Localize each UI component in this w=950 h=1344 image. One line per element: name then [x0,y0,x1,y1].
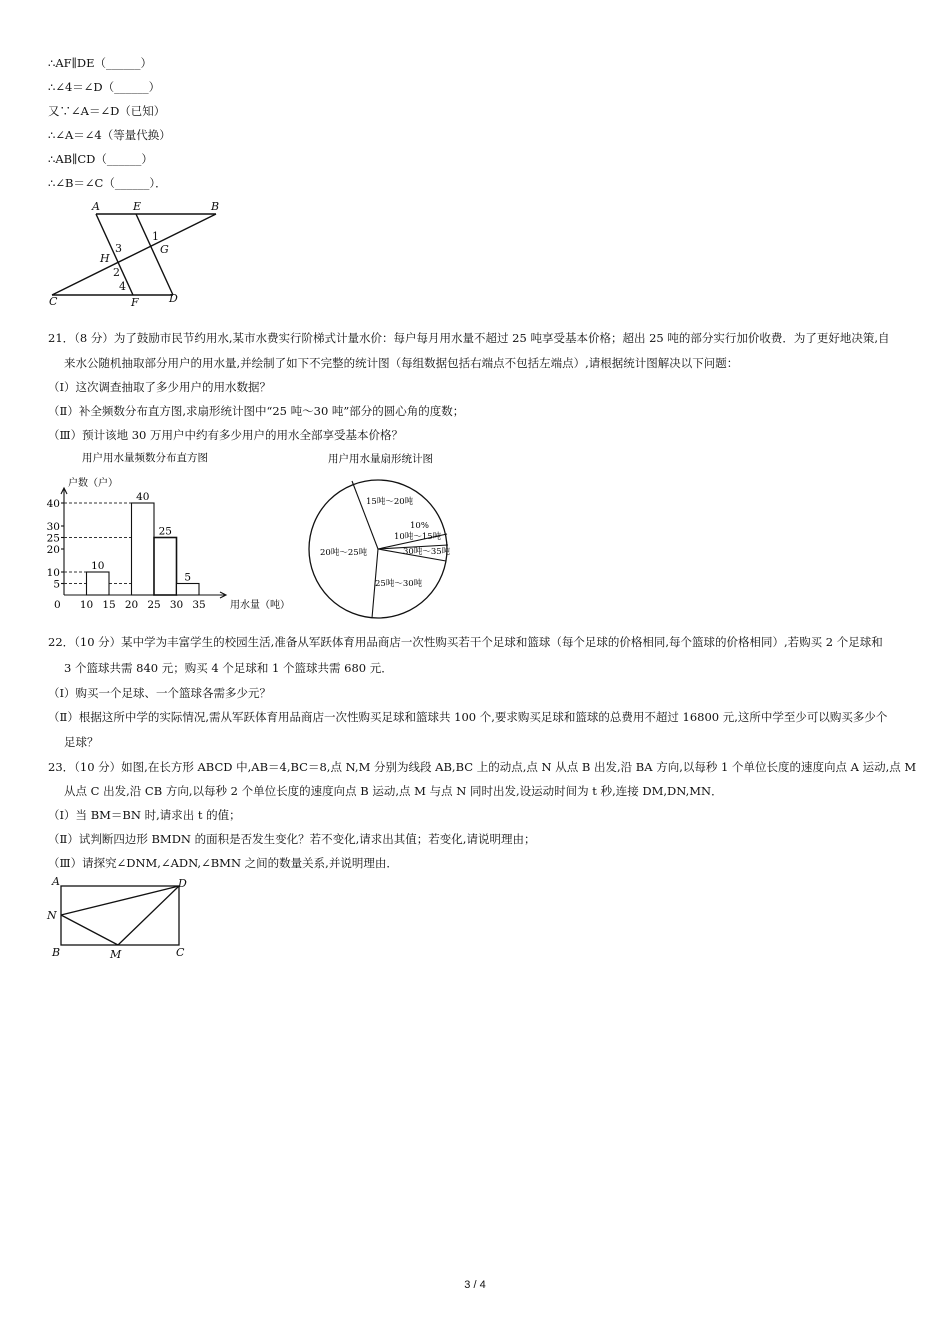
pie-label-percent: 10% [410,521,429,531]
histogram-x-label: 用水量（吨） [230,600,290,611]
histogram-chart [40,448,300,618]
fig23-label-B: B [52,946,61,959]
histogram-x-tick-label: 25 [147,599,161,611]
pie-chart [300,448,460,620]
fig1-label-D: D [169,292,178,305]
q22-part2-line1: （Ⅱ）根据这所中学的实际情况,需从军跃体育用品商店一次性购买足球和篮球共 100 个,要求购买足球和篮球的总费用不超过 16800 元,这所中学至少可以购买多少个 [48,710,888,724]
fig23-label-D: D [178,877,187,890]
q22-intro-line1: 22．（10 分）某中学为丰富学生的校园生活,准备从军跃体育用品商店一次性购买若干个足球和篮球（每个足球的价格相同,每个篮球的价格相同）,若购买 2 个足球和 [48,635,883,649]
proof-line-6: ∴∠B＝∠C（______）． [48,176,167,190]
histogram-bar [132,503,155,595]
histogram-y-tick-label: 10 [46,567,60,579]
histogram-y-tick-label: 20 [46,544,60,556]
q23-part1: （Ⅰ）当 BM＝BN 时,请求出 t 的值； [48,808,241,822]
fig23-label-A: A [52,875,60,888]
histogram-bar [177,584,200,596]
q21-intro-line1: 21．（8 分）为了鼓励市民节约用水,某市水费实行阶梯式计量水价：每户每月用水量不超过 25 吨享受基本价格；超出 25 吨的部分实行加价收费．为了更好地决策,自 [48,331,890,345]
histogram-x-tick-label: 15 [102,599,116,611]
histogram-bar-label: 40 [136,491,150,503]
fig1-label-2: 2 [113,266,120,279]
proof-line-5: ∴AB∥CD（______） [48,152,153,166]
q21-part1: （Ⅰ）这次调查抽取了多少用户的用水数据？ [48,380,272,394]
pie-label-15-20: 15吨～20吨 [366,497,414,507]
pie-divider-1 [352,481,378,549]
histogram-y-tick-label: 5 [53,578,60,591]
pie-label-20-25: 20吨～25吨 [320,548,368,558]
proof-line-2: ∴∠4＝∠D（______） [48,80,161,94]
fig1-label-H: H [100,252,110,265]
fig1-label-3: 3 [115,242,122,255]
proof-line-1: ∴AF∥DE（______） [48,56,153,70]
q22-part2-line2: 足球？ [64,735,99,749]
q21-part3: （Ⅲ）预计该地 30 万用户中约有多少用户的用水全部享受基本价格？ [48,428,404,442]
fig1-label-4: 4 [119,280,126,293]
fig1-label-1: 1 [152,230,159,243]
pie-label-30-35: 30吨～35吨 [403,547,451,557]
histogram-bar-label: 10 [91,560,105,572]
histogram-x-tick-label: 30 [169,599,184,611]
proof-line-3: 又∵∠A＝∠D（已知） [48,104,166,118]
pie-title: 用户用水量扇形统计图 [328,453,433,465]
fig1-label-A: A [92,200,100,213]
histogram-y-tick-label: 30 [46,521,60,533]
histogram-bar-label: 5 [184,571,192,584]
fig1-label-E: E [133,200,142,213]
q21-part2: （Ⅱ）补全频数分布直方图,求扇形统计图中“25 吨～30 吨”部分的圆心角的度数； [48,404,465,418]
histogram-bar [154,538,177,596]
histogram-x-tick-label: 10 [79,599,94,611]
histogram-y-label: 户数（户） [68,478,118,489]
fig1-label-G: G [160,243,169,256]
histogram-x-tick-label: 35 [192,599,206,611]
histogram-x-tick-label: 20 [124,599,139,611]
fig1-label-F: F [131,296,139,309]
pie-label-25-30: 25吨～30吨 [375,579,423,589]
q23-intro-line2: 从点 C 出发,沿 CB 方向,以每秒 2 个单位长度的速度向点 B 运动,点 M 与点 N 同时出发,设运动时间为 t 秒,连接 DM,DN,MN． [64,784,723,798]
pie-label-10-15: 10吨～15吨 [394,532,442,542]
fig1-label-C: C [49,295,58,308]
fig23-label-M: M [110,948,122,961]
page-number: 3 / 4 [464,1279,486,1291]
fig1-label-B: B [211,200,220,213]
histogram-bar [87,572,110,595]
histogram-y-tick-label: 40 [46,498,60,510]
q23-part2: （Ⅱ）试判断四边形 BMDN 的面积是否发生变化？若不变化,请求出其值；若变化,请说明理由； [48,832,536,846]
q23-part3: （Ⅲ）请探究∠DNM,∠ADN,∠BMN 之间的数量关系,并说明理由． [48,856,398,870]
histogram-bar-label: 25 [158,525,172,538]
q22-part1: （Ⅰ）购买一个足球、一个篮球各需多少元？ [48,686,272,700]
q22-intro-line2: 3 个篮球共需 840 元；购买 4 个足球和 1 个篮球共需 680 元． [64,661,393,675]
geometry-figure-1 [40,198,240,313]
proof-line-4: ∴∠A＝∠4（等量代换） [48,128,171,142]
fig23-label-C: C [176,946,185,959]
histogram-y-tick-label: 25 [46,532,60,545]
q21-intro-line2: 来水公随机抽取部分用户的用水量,并绘制了如下不完整的统计图（每组数据包括右端点不包括左端点）,请根据统计图解决以下问题： [64,356,739,370]
fig23-label-N: N [47,909,57,922]
q23-intro-line1: 23．（10 分）如图,在长方形 ABCD 中,AB＝4,BC＝8,点 N,M 分别为线段 AB,BC 上的动点,点 N 从点 B 出发,沿 BA 方向,以每秒 1 个单位长度的速度向点 A 运动,点 M [48,760,917,774]
histogram-title: 用户用水量频数分布直方图 [82,452,208,464]
geometry-figure-23 [40,874,210,964]
histogram-origin-label: 0 [54,599,61,611]
